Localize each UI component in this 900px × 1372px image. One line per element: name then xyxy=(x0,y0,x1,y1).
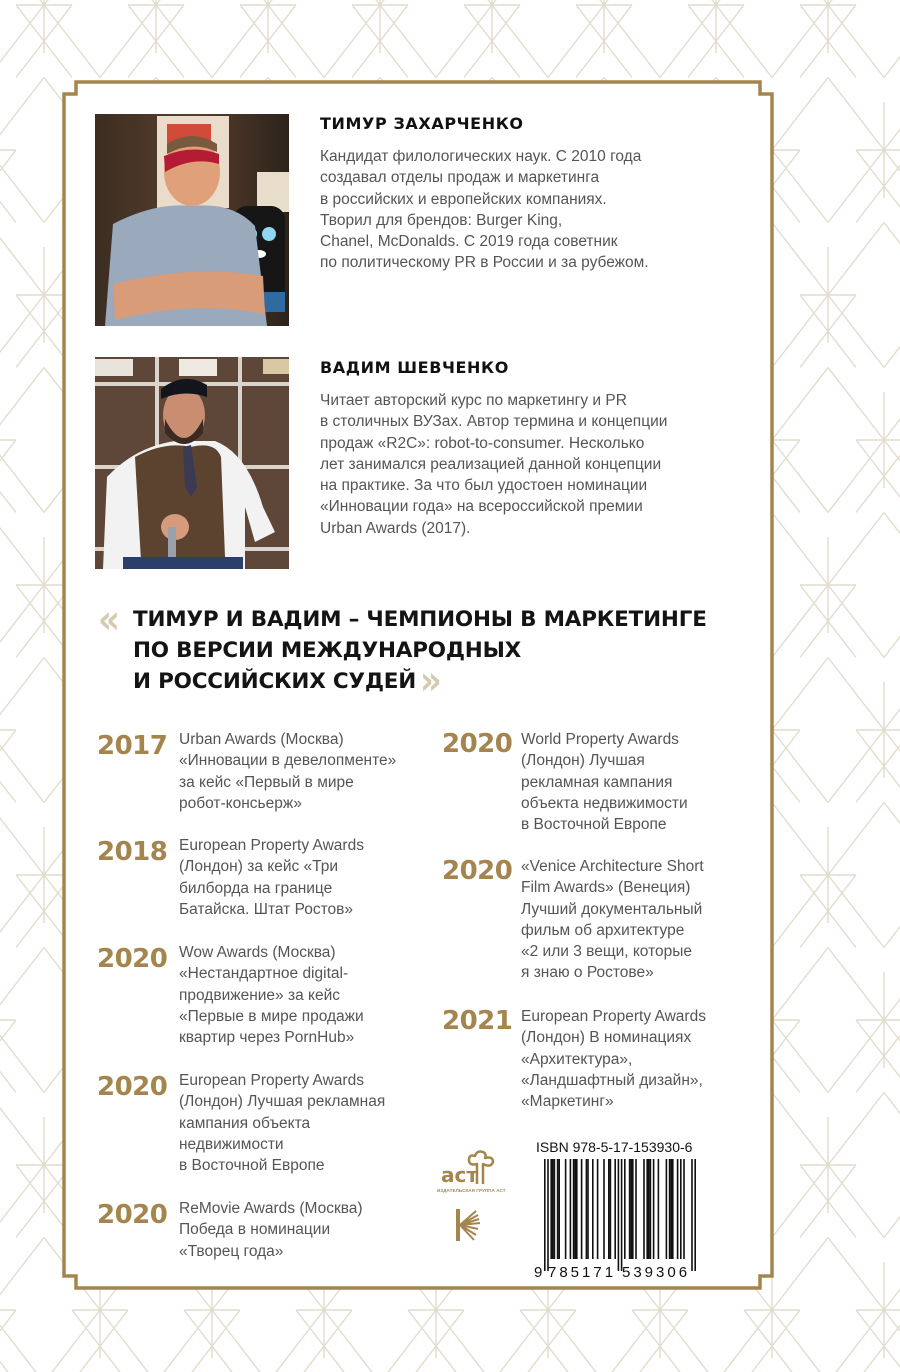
barcode-bar xyxy=(621,1159,623,1271)
barcode-bar xyxy=(658,1159,660,1259)
barcode-bar xyxy=(573,1159,575,1259)
barcode-bar xyxy=(677,1159,679,1259)
author-photo-shevchenko xyxy=(95,357,289,569)
barcode-left-digits: 785171 xyxy=(548,1264,617,1279)
barcode xyxy=(534,1159,697,1279)
bio-line: лет занимался реализацией данной концепции xyxy=(320,455,662,473)
award-description xyxy=(521,729,688,835)
bio-line: Chanel, McDonalds. С 2019 года советник xyxy=(320,233,618,251)
award-year: 2020 xyxy=(442,856,513,886)
award-description xyxy=(179,835,364,920)
bio-line: в столичных ВУЗах. Автор термина и концепции xyxy=(320,413,668,431)
barcode-bar xyxy=(632,1159,634,1259)
barcode-right-digits: 539306 xyxy=(622,1264,691,1279)
award-description xyxy=(521,1006,706,1112)
isbn-label: ISBN 978-5-17-153930-6 xyxy=(536,1139,693,1155)
award-year: 2020 xyxy=(97,1200,168,1230)
close-quote-mark-icon: » xyxy=(419,658,442,704)
bio-line: в российских и европейских компаниях. xyxy=(320,190,607,208)
award-line: Film Awards» (Венеция) xyxy=(521,879,691,897)
author-block-shevchenko xyxy=(320,358,750,539)
quote-line: ПО ВЕРСИИ МЕЖДУНАРОДНЫХ xyxy=(133,638,522,663)
barcode-first-digit: 9 xyxy=(534,1264,543,1279)
publisher-caption: ИЗДАТЕЛЬСКАЯ ГРУППА АСТ xyxy=(437,1188,506,1193)
barcode-bar xyxy=(650,1159,652,1259)
award-line: Wow Awards (Москва) xyxy=(179,944,336,961)
barcode-bar xyxy=(680,1159,682,1259)
barcode-bar xyxy=(618,1159,620,1271)
bio-line: Urban Awards (2017). xyxy=(320,519,471,537)
bio-line: Творил для брендов: Burger King, xyxy=(320,211,563,229)
award-year: 2020 xyxy=(97,944,168,974)
barcode-bar xyxy=(558,1159,560,1259)
author-bio xyxy=(320,146,750,274)
award-line: «Маркетинг» xyxy=(521,1093,614,1111)
barcode-bar xyxy=(547,1159,549,1271)
award-line: «Творец года» xyxy=(179,1242,284,1260)
barcode-bar xyxy=(691,1159,693,1271)
award-line: (Лондон) за кейс «Три xyxy=(179,858,339,876)
barcode-bar xyxy=(643,1159,645,1259)
award-description xyxy=(179,1070,385,1176)
barcode-bar xyxy=(550,1159,552,1259)
award-line: (Лондон) Лучшая xyxy=(521,752,645,770)
barcode-bar xyxy=(597,1159,599,1259)
award-line: «Инновации в девелопменте» xyxy=(179,752,397,770)
headline-quote xyxy=(96,597,756,704)
award-line: «2 или 3 вещи, которые xyxy=(521,943,693,961)
barcode-bar xyxy=(629,1159,631,1259)
award-description xyxy=(521,856,704,984)
quote-line: ТИМУР И ВАДИМ – ЧЕМПИОНЫ В МАРКЕТИНГЕ xyxy=(133,607,707,632)
barcode-bar xyxy=(653,1159,655,1259)
award-line: European Property Awards xyxy=(521,1008,706,1025)
open-quote-mark-icon: « xyxy=(97,597,120,643)
award-description xyxy=(179,942,364,1048)
award-year: 2017 xyxy=(97,731,168,761)
barcode-bar xyxy=(576,1159,578,1259)
award-year: 2018 xyxy=(97,837,168,867)
barcode-bar xyxy=(683,1159,685,1259)
barcode-bar xyxy=(565,1159,567,1259)
bio-line: продаж «R2C»: robot-to-consumer. Несколько xyxy=(320,434,645,452)
k-imprint-logo-icon xyxy=(454,1207,482,1243)
barcode-bar xyxy=(646,1159,648,1259)
award-year: 2020 xyxy=(442,729,513,759)
award-line: (Лондон) Лучшая рекламная xyxy=(179,1093,386,1111)
bio-line: «Инновации года» на всероссийской премии xyxy=(320,498,643,516)
barcode-bar xyxy=(574,1159,576,1259)
barcode-bar xyxy=(614,1159,616,1259)
award-line: «Первые в мире продажи xyxy=(179,1007,364,1025)
barcode-bar xyxy=(586,1159,588,1259)
ast-logo-icon xyxy=(439,1150,499,1186)
award-line: European Property Awards xyxy=(179,1072,364,1089)
barcode-bar xyxy=(592,1159,594,1259)
isbn-barcode-block xyxy=(534,1139,699,1279)
award-line: рекламная кампания xyxy=(521,773,673,791)
award-line: «Ландшафтный дизайн», xyxy=(521,1071,703,1089)
quote-line xyxy=(96,658,756,704)
award-line: «Venice Architecture Short xyxy=(521,858,704,875)
barcode-bar xyxy=(581,1159,583,1259)
award-year: 2021 xyxy=(442,1006,513,1036)
author-name: ВАДИМ ШЕВЧЕНКО xyxy=(320,358,509,377)
award-line: Лучший документальный xyxy=(521,900,703,918)
award-line: продвижение» за кейс xyxy=(179,986,341,1004)
award-line: кампания объекта xyxy=(179,1114,311,1132)
barcode-bar xyxy=(672,1159,674,1259)
ast-logo-text: аст xyxy=(441,1163,478,1186)
barcode-bar xyxy=(554,1159,556,1259)
award-year: 2020 xyxy=(97,1072,168,1102)
barcode-bar xyxy=(608,1159,610,1259)
barcode-bar xyxy=(544,1159,546,1271)
award-line: Победа в номинации xyxy=(179,1221,331,1239)
barcode-bar xyxy=(669,1159,671,1259)
quote-line-text: И РОССИЙСКИХ СУДЕЙ xyxy=(133,669,417,694)
bio-line: создавал отделы продаж и маркетинга xyxy=(320,169,600,187)
barcode-bar xyxy=(557,1159,559,1259)
award-line: Urban Awards (Москва) xyxy=(179,731,344,748)
barcode-bar xyxy=(552,1159,554,1259)
barcode-bar xyxy=(666,1159,668,1259)
barcode-bar xyxy=(648,1159,650,1259)
award-line: объекта недвижимости xyxy=(521,794,688,812)
barcode-bar xyxy=(603,1159,605,1259)
award-line: Батайска. Штат Ростов» xyxy=(179,900,354,918)
barcode-bar xyxy=(635,1159,637,1259)
award-line: European Property Awards xyxy=(179,837,364,854)
award-line: недвижимости xyxy=(179,1135,284,1153)
author-bio xyxy=(320,390,750,539)
barcode-bar xyxy=(670,1159,672,1259)
author-block-zakharchenko xyxy=(320,114,750,274)
award-line: в Восточной Европе xyxy=(521,816,667,834)
barcode-bar xyxy=(630,1159,632,1259)
award-line: за кейс «Первый в мире xyxy=(179,773,354,791)
award-line: «Нестандартное digital- xyxy=(179,965,349,983)
barcode-bar xyxy=(570,1159,572,1259)
award-line: я знаю о Ростове» xyxy=(521,964,654,982)
award-line: «Архитектура», xyxy=(521,1050,633,1068)
barcode-bar xyxy=(610,1159,612,1259)
award-line: билборда на границе xyxy=(179,879,333,897)
bio-line: по политическому PR в России и за рубежом. xyxy=(320,254,649,272)
award-description xyxy=(179,1198,363,1262)
award-line: фильм об архитектуре xyxy=(521,921,685,939)
barcode-bar xyxy=(587,1159,589,1259)
award-description xyxy=(179,729,396,814)
award-line: в Восточной Европе xyxy=(179,1157,325,1175)
author-photo-zakharchenko xyxy=(95,114,289,326)
publisher-logos xyxy=(437,1150,506,1243)
award-line: квартир через PornHub» xyxy=(179,1029,355,1047)
award-line: робот-консьерж» xyxy=(179,794,302,812)
award-line: World Property Awards xyxy=(521,731,679,748)
bio-line: Кандидат филологических наук. С 2010 года xyxy=(320,148,642,165)
bio-line: Читает авторский курс по маркетингу и PR xyxy=(320,392,627,409)
award-line: ReMovie Awards (Москва) xyxy=(179,1200,363,1217)
award-line: (Лондон) В номинациях xyxy=(521,1029,692,1047)
author-name: ТИМУР ЗАХАРЧЕНКО xyxy=(320,114,524,133)
barcode-bar xyxy=(624,1159,626,1259)
bio-line: на практике. За что был удостоен номинации xyxy=(320,477,648,495)
barcode-bar xyxy=(694,1159,696,1271)
